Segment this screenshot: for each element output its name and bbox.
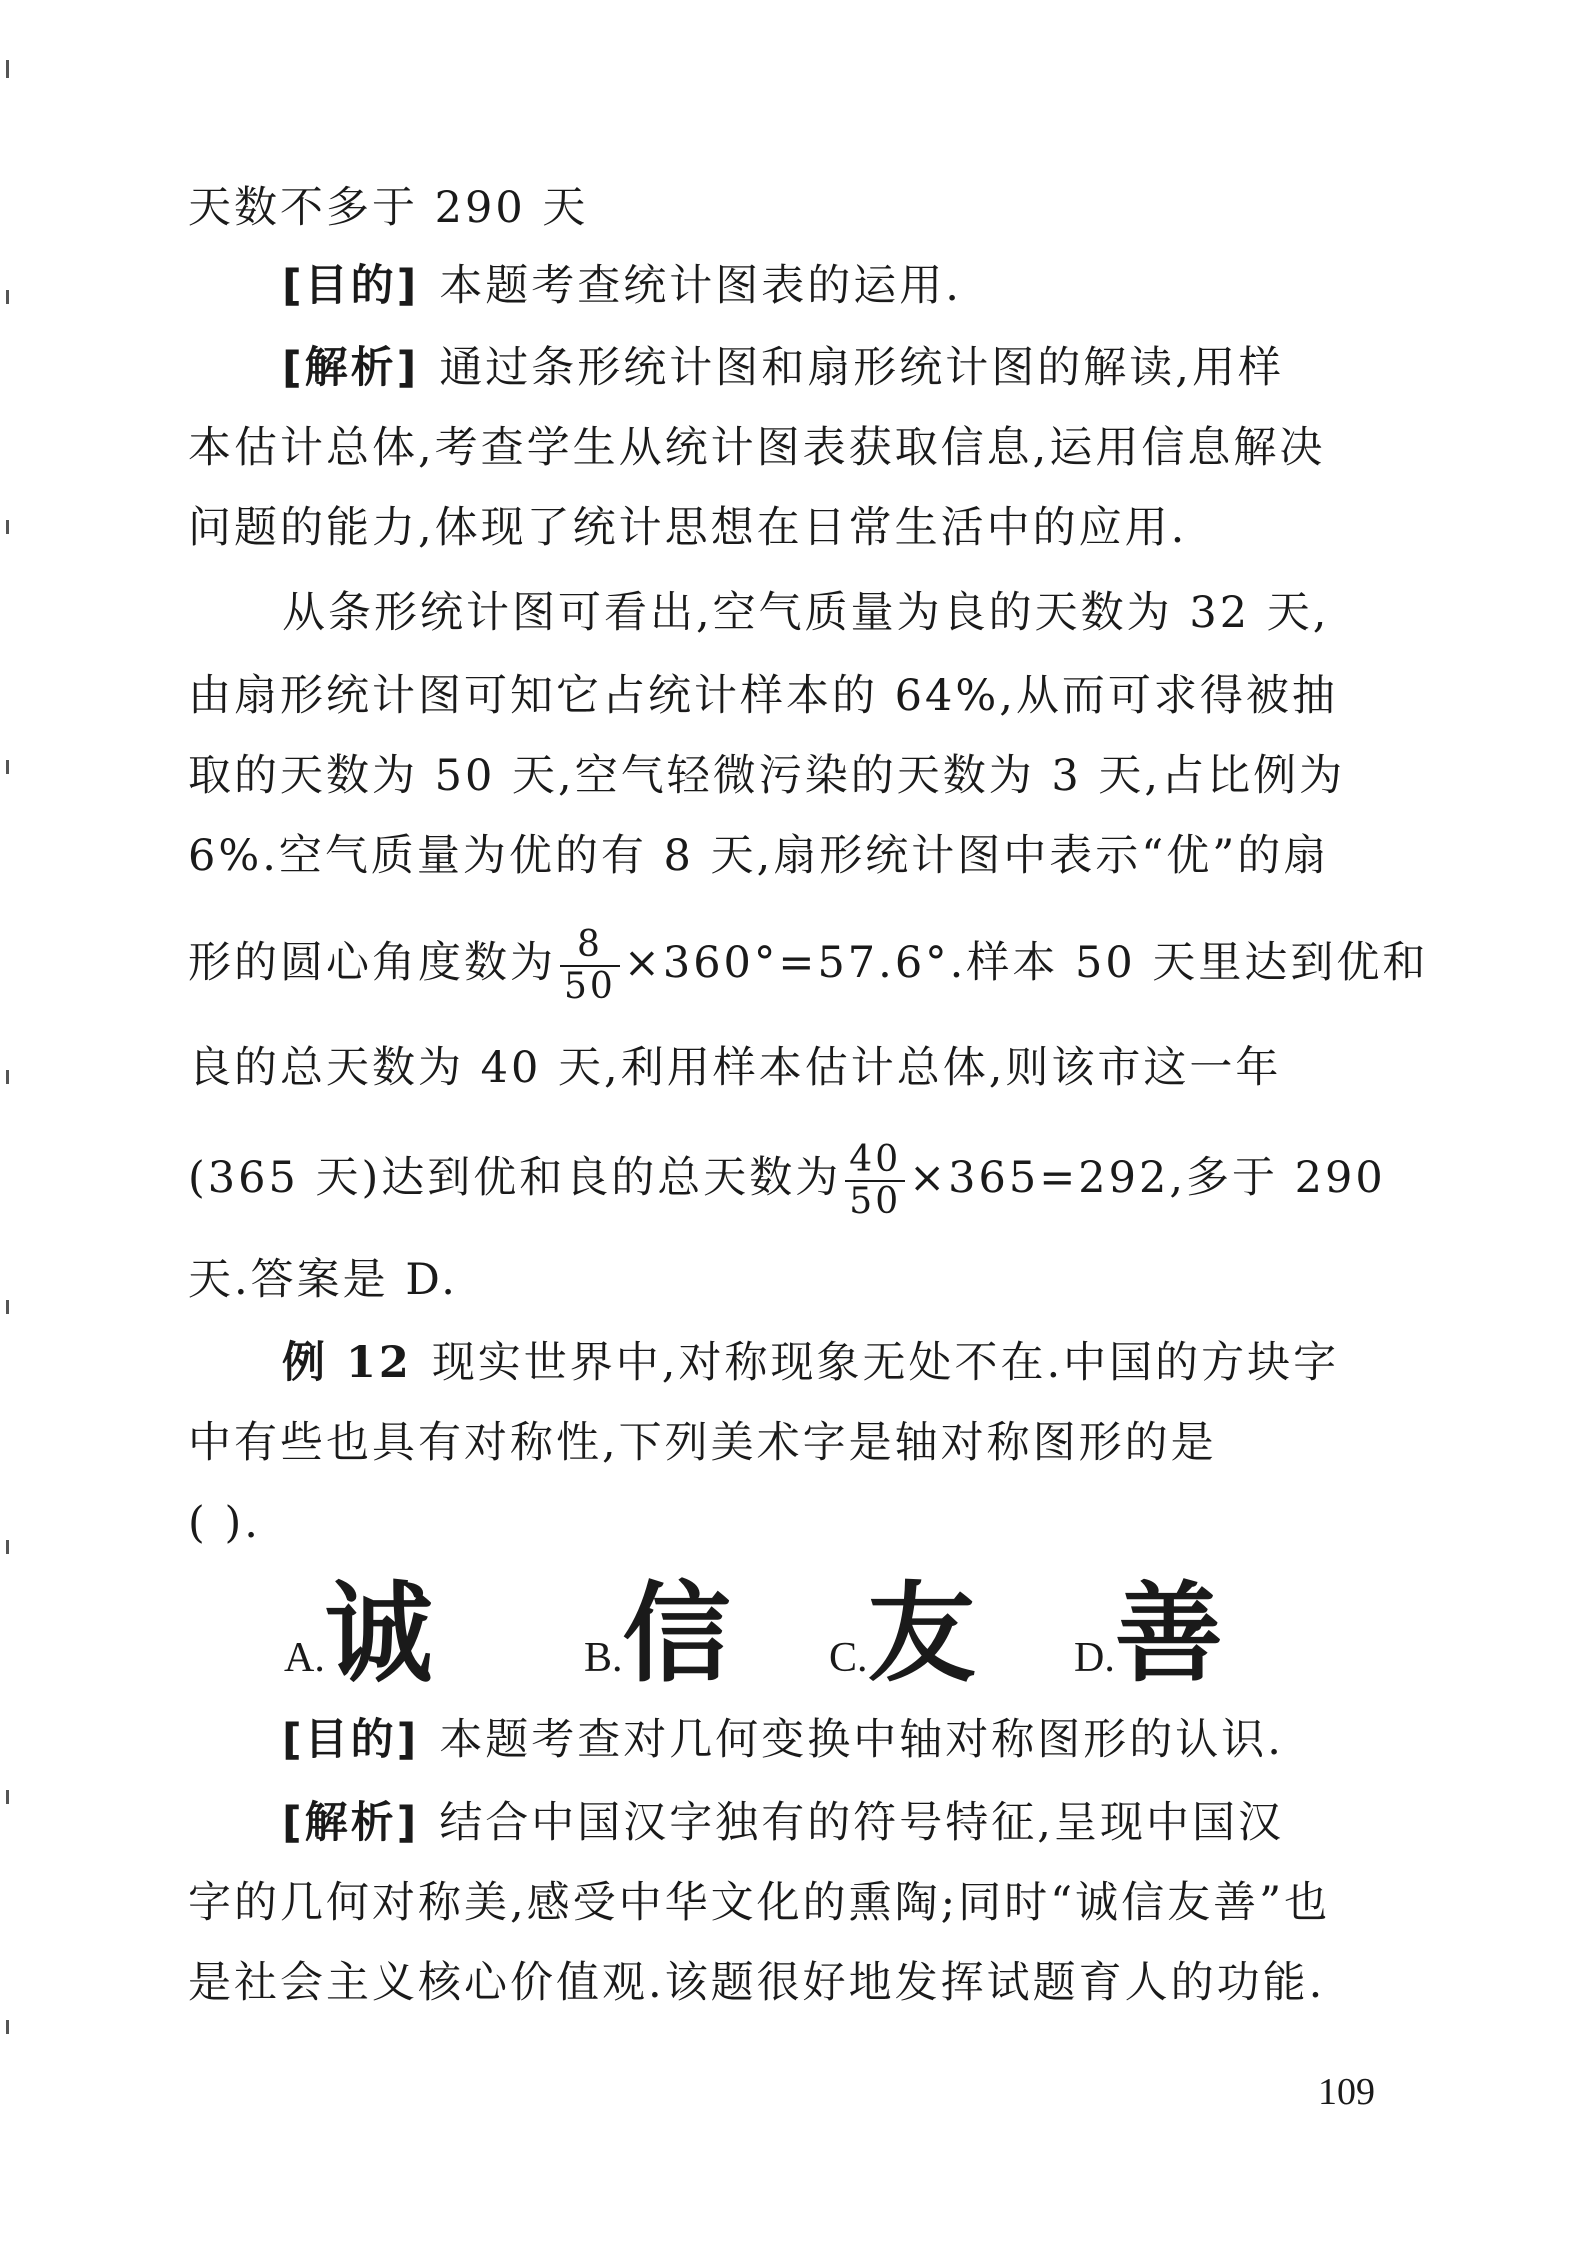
option-d	[1074, 1572, 1223, 1697]
fraction	[845, 1140, 905, 1222]
example-text: 现实世界中,对称现象无处不在.中国的方块字	[431, 1338, 1340, 1388]
text-line: 是社会主义核心价值观.该题很好地发挥试题育人的功能.	[188, 1958, 1326, 2008]
analysis-tag: [解析]	[282, 1798, 420, 1848]
purpose-text: 本题考查统计图表的运用.	[439, 261, 962, 311]
text-line: 问题的能力,体现了统计思想在日常生活中的应用.	[188, 503, 1188, 553]
option-character: 诚	[324, 1572, 433, 1697]
text-line: 6%.空气质量为优的有 8 天,扇形统计图中表示“优”的扇	[188, 831, 1330, 881]
option-character: 友	[867, 1572, 976, 1697]
fraction-numerator: 8	[560, 925, 620, 967]
analysis-tag: [解析]	[282, 343, 420, 393]
text-segment: (365 天)达到优和良的总天数为	[188, 1153, 842, 1203]
text-segment: ×360°=57.6°.样本 50 天里达到优和	[623, 938, 1429, 988]
option-character: 信	[622, 1572, 731, 1697]
option-a	[284, 1572, 433, 1697]
purpose-paragraph-2	[282, 1712, 1403, 1768]
text-line: 本估计总体,考查学生从统计图表获取信息,运用信息解决	[188, 423, 1326, 473]
scan-edge-mark	[6, 1790, 9, 1804]
analysis-text: 通过条形统计图和扇形统计图的解读,用样	[439, 343, 1284, 393]
scan-edge-mark	[6, 2020, 9, 2034]
example-heading	[282, 1335, 1403, 1391]
fraction-line-1	[188, 924, 1429, 1007]
page-number: 109	[1318, 2071, 1375, 2113]
analysis-text: 结合中国汉字独有的符号特征,呈现中国汉	[439, 1798, 1284, 1848]
purpose-text: 本题考查对几何变换中轴对称图形的认识.	[439, 1715, 1284, 1765]
answer-options	[284, 1572, 1284, 1697]
option-letter: D.	[1074, 1635, 1115, 1681]
fraction-denominator: 50	[564, 966, 616, 1007]
scan-edge-mark	[6, 1540, 9, 1554]
option-letter: B.	[584, 1635, 623, 1681]
text-line: 从条形统计图可看出,空气质量为良的天数为 32 天,	[282, 588, 1330, 638]
text-line: 中有些也具有对称性,下列美术字是轴对称图形的是	[188, 1418, 1217, 1468]
example-label: 例 12	[282, 1338, 412, 1388]
analysis-paragraph-1	[282, 340, 1403, 396]
answer-blank-line: ( ).	[188, 1498, 261, 1548]
text-segment: 形的圆心角度数为	[188, 938, 556, 988]
text-line: 由扇形统计图可知它占统计样本的 64%,从而可求得被抽	[188, 671, 1338, 721]
scan-edge-mark	[6, 290, 9, 304]
scan-edge-mark	[6, 1070, 9, 1084]
option-letter: C.	[829, 1635, 868, 1681]
scan-edge-mark	[6, 520, 9, 534]
scan-edge-mark	[6, 1300, 9, 1314]
text-line: 良的总天数为 40 天,利用样本估计总体,则该市这一年	[188, 1043, 1282, 1093]
fraction-line-2	[188, 1140, 1403, 1222]
option-b	[584, 1572, 731, 1697]
scan-edge-mark	[6, 760, 9, 774]
purpose-tag: [目的]	[282, 1715, 420, 1765]
text-line: 天.答案是 D.	[188, 1255, 458, 1305]
fraction-denominator: 50	[849, 1181, 902, 1222]
scan-edge-mark	[6, 60, 9, 78]
fraction	[560, 925, 620, 1007]
purpose-paragraph-1	[282, 258, 1403, 314]
analysis-paragraph-2	[282, 1795, 1403, 1851]
purpose-tag: [目的]	[282, 261, 420, 311]
text-line: 取的天数为 50 天,空气轻微污染的天数为 3 天,占比例为	[188, 751, 1346, 801]
option-c	[829, 1572, 976, 1697]
text-line: 天数不多于 290 天	[188, 183, 589, 233]
option-character: 善	[1114, 1572, 1223, 1697]
text-line: 字的几何对称美,感受中华文化的熏陶;同时“诚信友善”也	[188, 1878, 1331, 1928]
option-letter: A.	[284, 1635, 325, 1681]
fraction-numerator: 40	[845, 1140, 905, 1182]
text-segment: ×365=292,多于 290	[909, 1153, 1386, 1203]
